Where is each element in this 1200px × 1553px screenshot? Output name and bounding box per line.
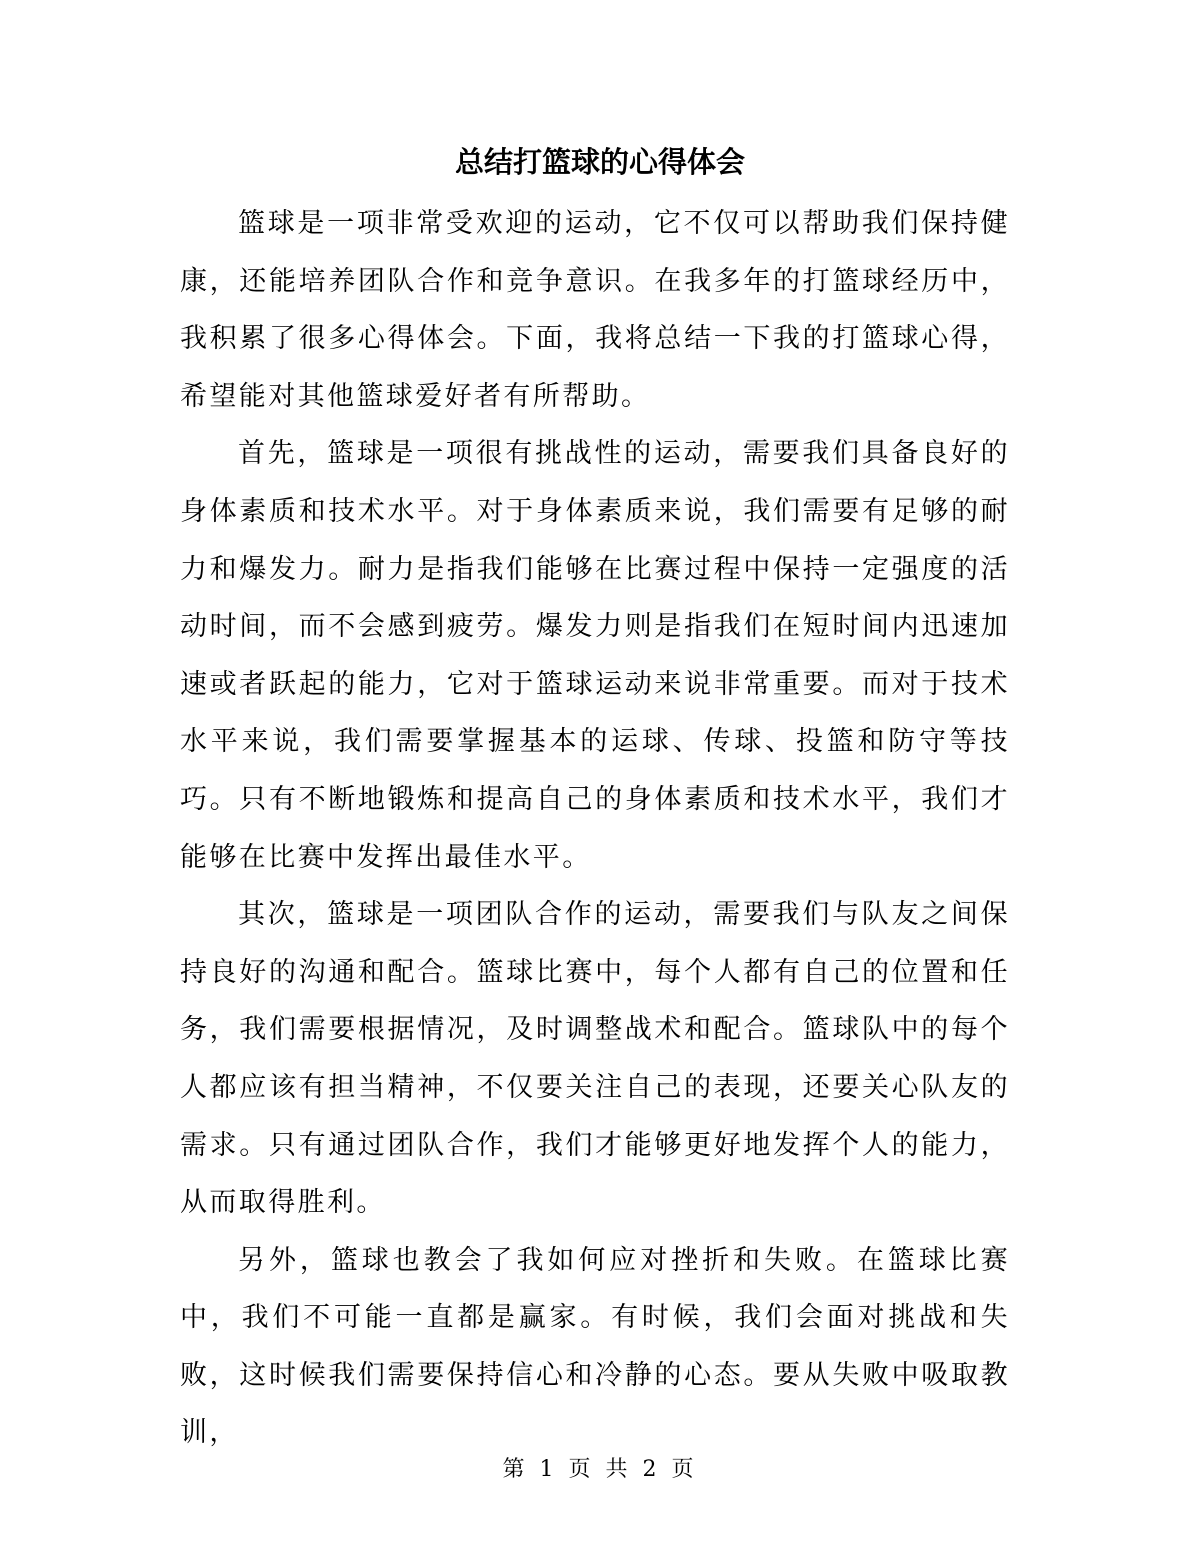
paragraph-3: 其次，篮球是一项团队合作的运动，需要我们与队友之间保持良好的沟通和配合。篮球比赛中，每个人都有自己的位置和任务，我们需要根据情况，及时调整战术和配合。篮球队中的每个人都应该有担当精神，不仅要关注自己的表现，还要关心队友的需求。只有通过团队合作，我们才能够更好地发挥个人的能力，从而取得胜利。 xyxy=(180,899,1010,1219)
page-footer xyxy=(0,1455,1200,1485)
paragraph-2: 首先，篮球是一项很有挑战性的运动，需要我们具备良好的身体素质和技术水平。对于身体素质来说，我们需要有足够的耐力和爆发力。耐力是指我们能够在比赛过程中保持一定强度的活动时间，而不会感到疲劳。爆发力则是指我们在短时间内迅速加速或者跃起的能力，它对于篮球运动来说非常重要。而对于技术水平来说，我们需要掌握基本的运球、传球、投篮和防守等技巧。只有不断地锻炼和提高自己的身体素质和技术水平，我们才能够在比赛中发挥出最佳水平。 xyxy=(180,438,1010,873)
page-title: 总结打篮球的心得体会 xyxy=(454,145,745,179)
footer-suffix: 页 xyxy=(671,1457,698,1482)
footer-middle: 页 共 xyxy=(568,1457,632,1482)
footer-prefix: 第 xyxy=(502,1457,529,1482)
document-body xyxy=(180,195,1010,1462)
current-page-number: 1 xyxy=(539,1457,558,1482)
paragraph-1: 篮球是一项非常受欢迎的运动，它不仅可以帮助我们保持健康，还能培养团队合作和竞争意识。在我多年的打篮球经历中，我积累了很多心得体会。下面，我将总结一下我的打篮球心得，希望能对其他篮球爱好者有所帮助。 xyxy=(180,208,1010,412)
total-pages-number: 2 xyxy=(642,1457,661,1482)
paragraph-4: 另外，篮球也教会了我如何应对挫折和失败。在篮球比赛中，我们不可能一直都是赢家。有时候，我们会面对挑战和失败，这时候我们需要保持信心和冷静的心态。要从失败中吸取教训， xyxy=(180,1244,1010,1449)
